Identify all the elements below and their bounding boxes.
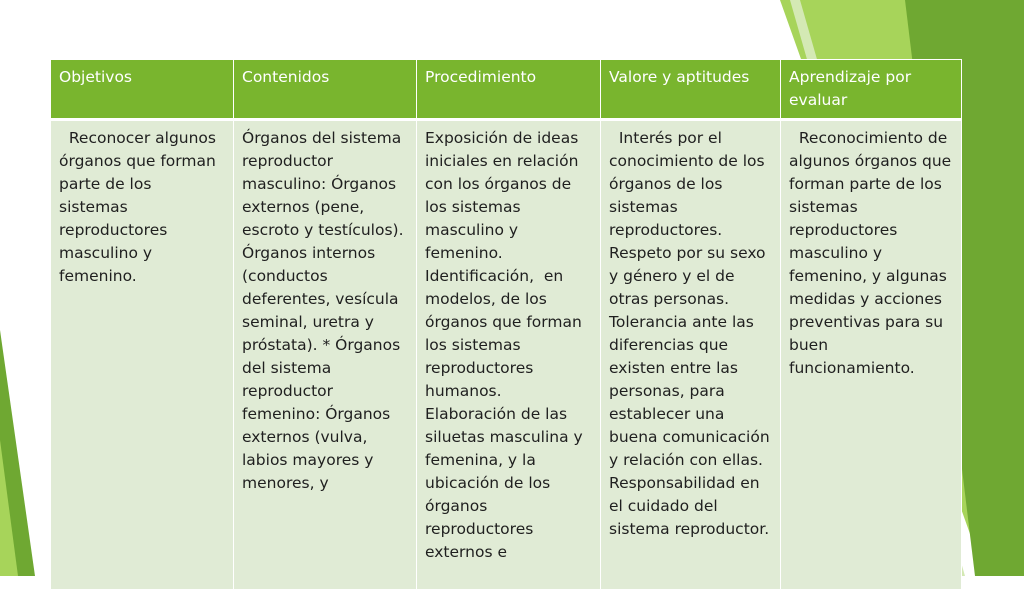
header-objetivos: Objetivos: [51, 60, 234, 120]
table-row: [51, 120, 962, 590]
header-valores: Valore y aptitudes: [601, 60, 781, 120]
cell-contenidos: Órganos del sistema reproductor masculino: Órganos externos (pene, escroto y testículos). Órganos internos (conductos deferentes, vesícula seminal, uretra y próstata). * Órganos del sistema reproductor femenino: Órganos externos (vulva, labios mayores y menores, y: [234, 120, 417, 590]
cell-valores: Interés por el conocimiento de los órganos de los sistemas reproductores. Respeto por su sexo y género y el de otras personas. Tolerancia ante las diferencias que existen entre las personas, para establecer una buena comunicación y relación con ellas. Responsabilidad en el cuidado del sistema reproductor.: [601, 120, 781, 590]
cell-aprendizaje: Reconocimiento de algunos órganos que forman parte de los sistemas reproductores masculino y femenino, y algunas medidas y acciones preventivas para su buen funcionamiento.: [781, 120, 962, 590]
header-contenidos: Contenidos: [234, 60, 417, 120]
header-row: [51, 60, 962, 120]
header-procedimiento: Procedimiento: [417, 60, 601, 120]
cell-procedimiento: Exposición de ideas iniciales en relación con los órganos de los sistemas masculino y femenino. Identificación, en modelos, de los órganos que forman los sistemas reproductores humanos. Elaboración de las siluetas masculina y femenina, y la ubicación de los órganos reproductores externos e: [417, 120, 601, 590]
cell-objetivos: Reconocer algunos órganos que forman parte de los sistemas reproductores masculino y femenino.: [51, 120, 234, 590]
content-table: [50, 59, 962, 590]
header-aprendizaje: Aprendizaje por evaluar: [781, 60, 962, 120]
